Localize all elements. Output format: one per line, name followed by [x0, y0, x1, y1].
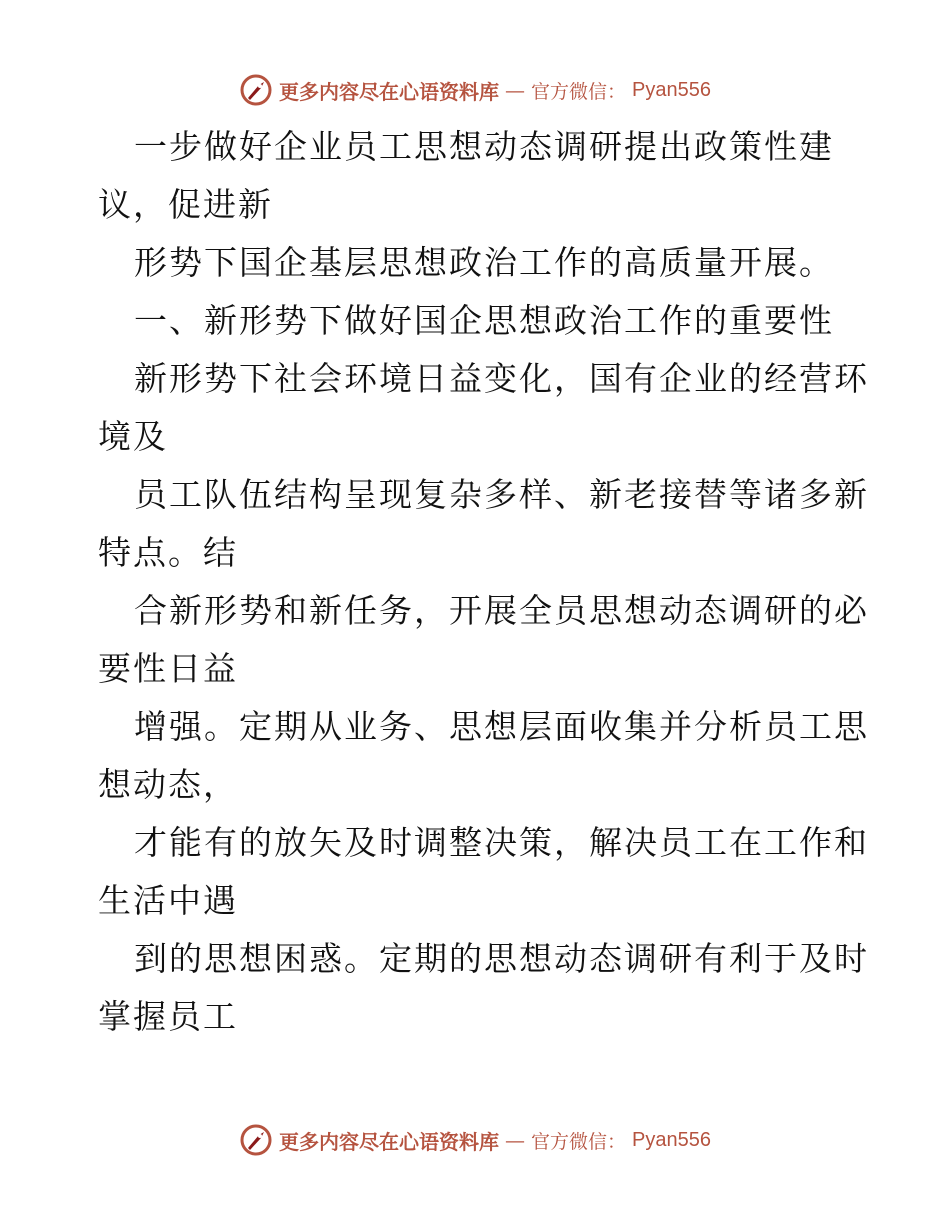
footer-wechat-id: Pyan556: [632, 1128, 711, 1151]
body-line: 境及: [98, 417, 168, 456]
section-heading: 一、新形势下做好国企思想政治工作的重要性: [134, 301, 834, 340]
body-line: 员工队伍结构呈现复杂多样、新老接替等诸多新: [134, 475, 869, 514]
body-line: 掌握员工: [98, 997, 238, 1036]
footer-banner-text: 更多内容尽在心语资料库: [279, 1129, 499, 1154]
header-wechat-label: 官方微信：: [531, 80, 627, 103]
footer-banner: [0, 1120, 950, 1160]
body-line: 想动态，: [98, 765, 238, 804]
body-line: 特点。结: [98, 533, 238, 572]
header-banner-separator: —: [505, 78, 525, 102]
body-line: 到的思想困惑。定期的思想动态调研有利于及时: [134, 939, 869, 978]
header-banner-inner: [239, 73, 711, 107]
footer-banner-inner: [239, 1123, 711, 1157]
body-line: 增强。定期从业务、思想层面收集并分析员工思: [134, 707, 869, 746]
footer-wechat-label: 官方微信：: [531, 1130, 627, 1153]
footer-banner-separator: —: [505, 1128, 525, 1152]
body-line: 合新形势和新任务，开展全员思想动态调研的必: [134, 591, 869, 630]
header-banner-text: 更多内容尽在心语资料库: [279, 79, 499, 104]
body-line: 生活中遇: [98, 881, 238, 920]
body-line: 形势下国企基层思想政治工作的高质量开展。: [134, 243, 834, 282]
body-line: 议，促进新: [98, 185, 273, 224]
pen-nib-logo-icon: [239, 73, 273, 107]
body-line: 才能有的放矢及时调整决策，解决员工在工作和: [134, 823, 869, 862]
body-line: 新形势下社会环境日益变化，国有企业的经营环: [134, 359, 869, 398]
body-line: 一步做好企业员工思想动态调研提出政策性建: [134, 127, 834, 166]
body-line: 要性日益: [98, 649, 238, 688]
header-banner: [0, 70, 950, 110]
header-wechat-id: Pyan556: [632, 78, 711, 101]
document-body: [98, 118, 869, 1046]
pen-nib-logo-icon: [239, 1123, 273, 1157]
